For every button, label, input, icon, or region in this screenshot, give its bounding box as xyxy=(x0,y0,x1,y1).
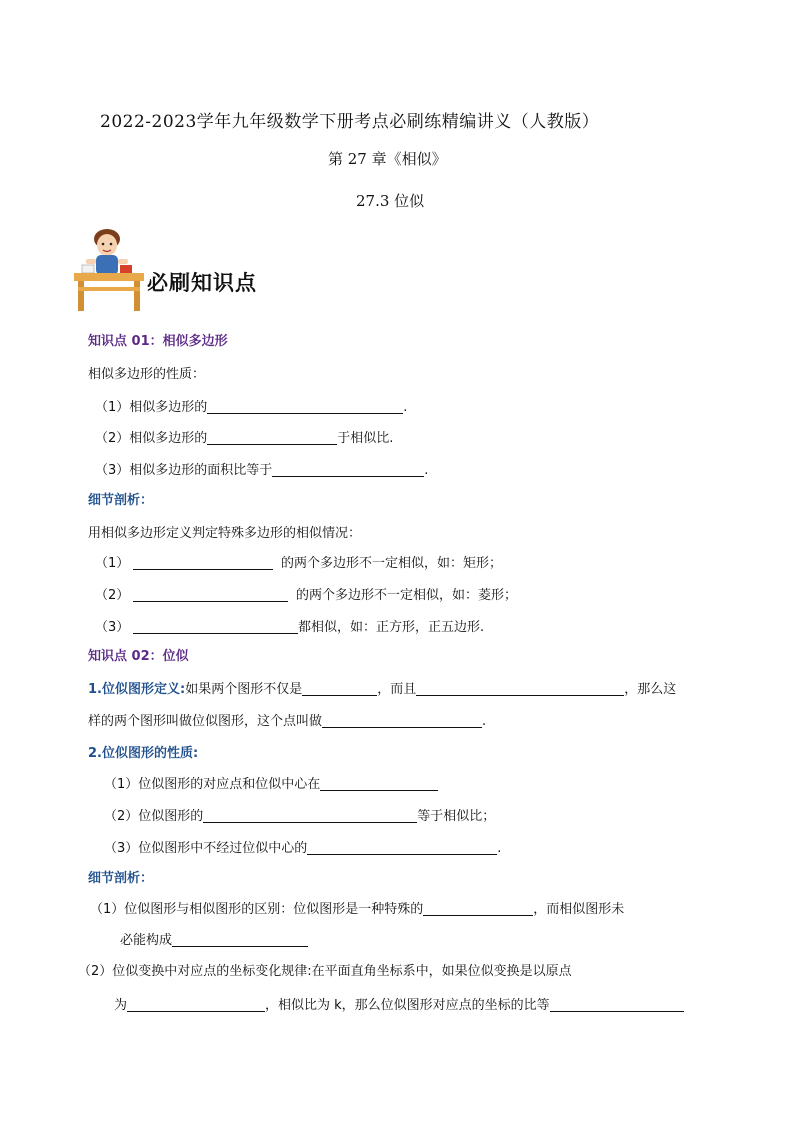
blank[interactable] xyxy=(133,555,273,570)
kp2-heading: 知识点 02：位似 xyxy=(88,649,189,664)
banner xyxy=(72,225,332,315)
banner-label: 必刷知识点 xyxy=(147,270,257,295)
section-title: 27.3 位似 xyxy=(356,192,425,210)
kp1-detail-item-2: （2） 的两个多边形不一定相似，如：菱形； xyxy=(95,588,518,603)
kp1-item-3: （3）相似多边形的面积比等于 . xyxy=(95,463,429,478)
kp2-detail-1-line-1: （1）位似图形与相似图形的区别：位似图形是一种特殊的 ，而相似图形未 xyxy=(90,902,625,917)
document-title: 2022-2023学年九年级数学下册考点必刷练精编讲义（人教版） xyxy=(100,112,600,132)
kp2-property-heading: 2.位似图形的性质: xyxy=(88,746,199,761)
kp1-detail-item-1: （1） 的两个多边形不一定相似，如：矩形； xyxy=(95,556,503,571)
blank[interactable] xyxy=(272,462,424,477)
blank[interactable] xyxy=(133,587,288,602)
blank[interactable] xyxy=(127,997,265,1012)
blank[interactable] xyxy=(133,619,298,634)
kp1-intro: 相似多边形的性质： xyxy=(88,367,206,382)
blank[interactable] xyxy=(307,840,497,855)
blank[interactable] xyxy=(203,808,417,823)
kp2-property-3: （3）位似图形中不经过位似中心的 . xyxy=(104,841,502,856)
blank[interactable] xyxy=(207,399,403,414)
blank[interactable] xyxy=(302,681,377,696)
kp2-definition-line-1: 1.位似图形定义:如果两个图形不仅是 ，而且 ，那么这 xyxy=(88,682,677,697)
kp2-property-2: （2）位似图形的 等于相似比； xyxy=(104,809,496,824)
blank[interactable] xyxy=(172,932,308,947)
kp2-detail-2-line-2: 为 ，相似比为 k，那么位似图形对应点的坐标的比等 xyxy=(114,997,684,1015)
blank[interactable] xyxy=(550,997,684,1012)
blank[interactable] xyxy=(423,901,533,916)
kp1-detail-heading: 细节剖析： xyxy=(88,493,154,508)
kp2-detail-heading: 细节剖析： xyxy=(88,871,154,886)
blank[interactable] xyxy=(320,776,438,791)
blank[interactable] xyxy=(207,430,337,445)
blank[interactable] xyxy=(416,681,624,696)
student-at-desk-icon xyxy=(72,225,147,313)
kp2-detail-1-line-2: 必能构成 xyxy=(120,932,308,950)
kp2-detail-2-line-1: （2）位似变换中对应点的坐标变化规律:在平面直角坐标系中，如果位似变换是以原点 xyxy=(78,964,572,979)
kp1-item-1: （1）相似多边形的 . xyxy=(95,400,408,415)
chapter-title: 第 27 章《相似》 xyxy=(328,150,447,168)
kp2-property-1: （1）位似图形的对应点和位似中心在 xyxy=(104,776,438,794)
kp1-detail-item-3: （3） 都相似，如：正方形，正五边形. xyxy=(95,620,485,635)
blank[interactable] xyxy=(322,713,482,728)
kp1-detail-intro: 用相似多边形定义判定特殊多边形的相似情况： xyxy=(88,526,362,541)
kp2-definition-line-2: 样的两个图形叫做位似图形，这个点叫做 . xyxy=(88,714,487,729)
kp1-item-2: （2）相似多边形的 于相似比. xyxy=(95,431,394,446)
kp1-heading: 知识点 01：相似多边形 xyxy=(88,334,228,349)
